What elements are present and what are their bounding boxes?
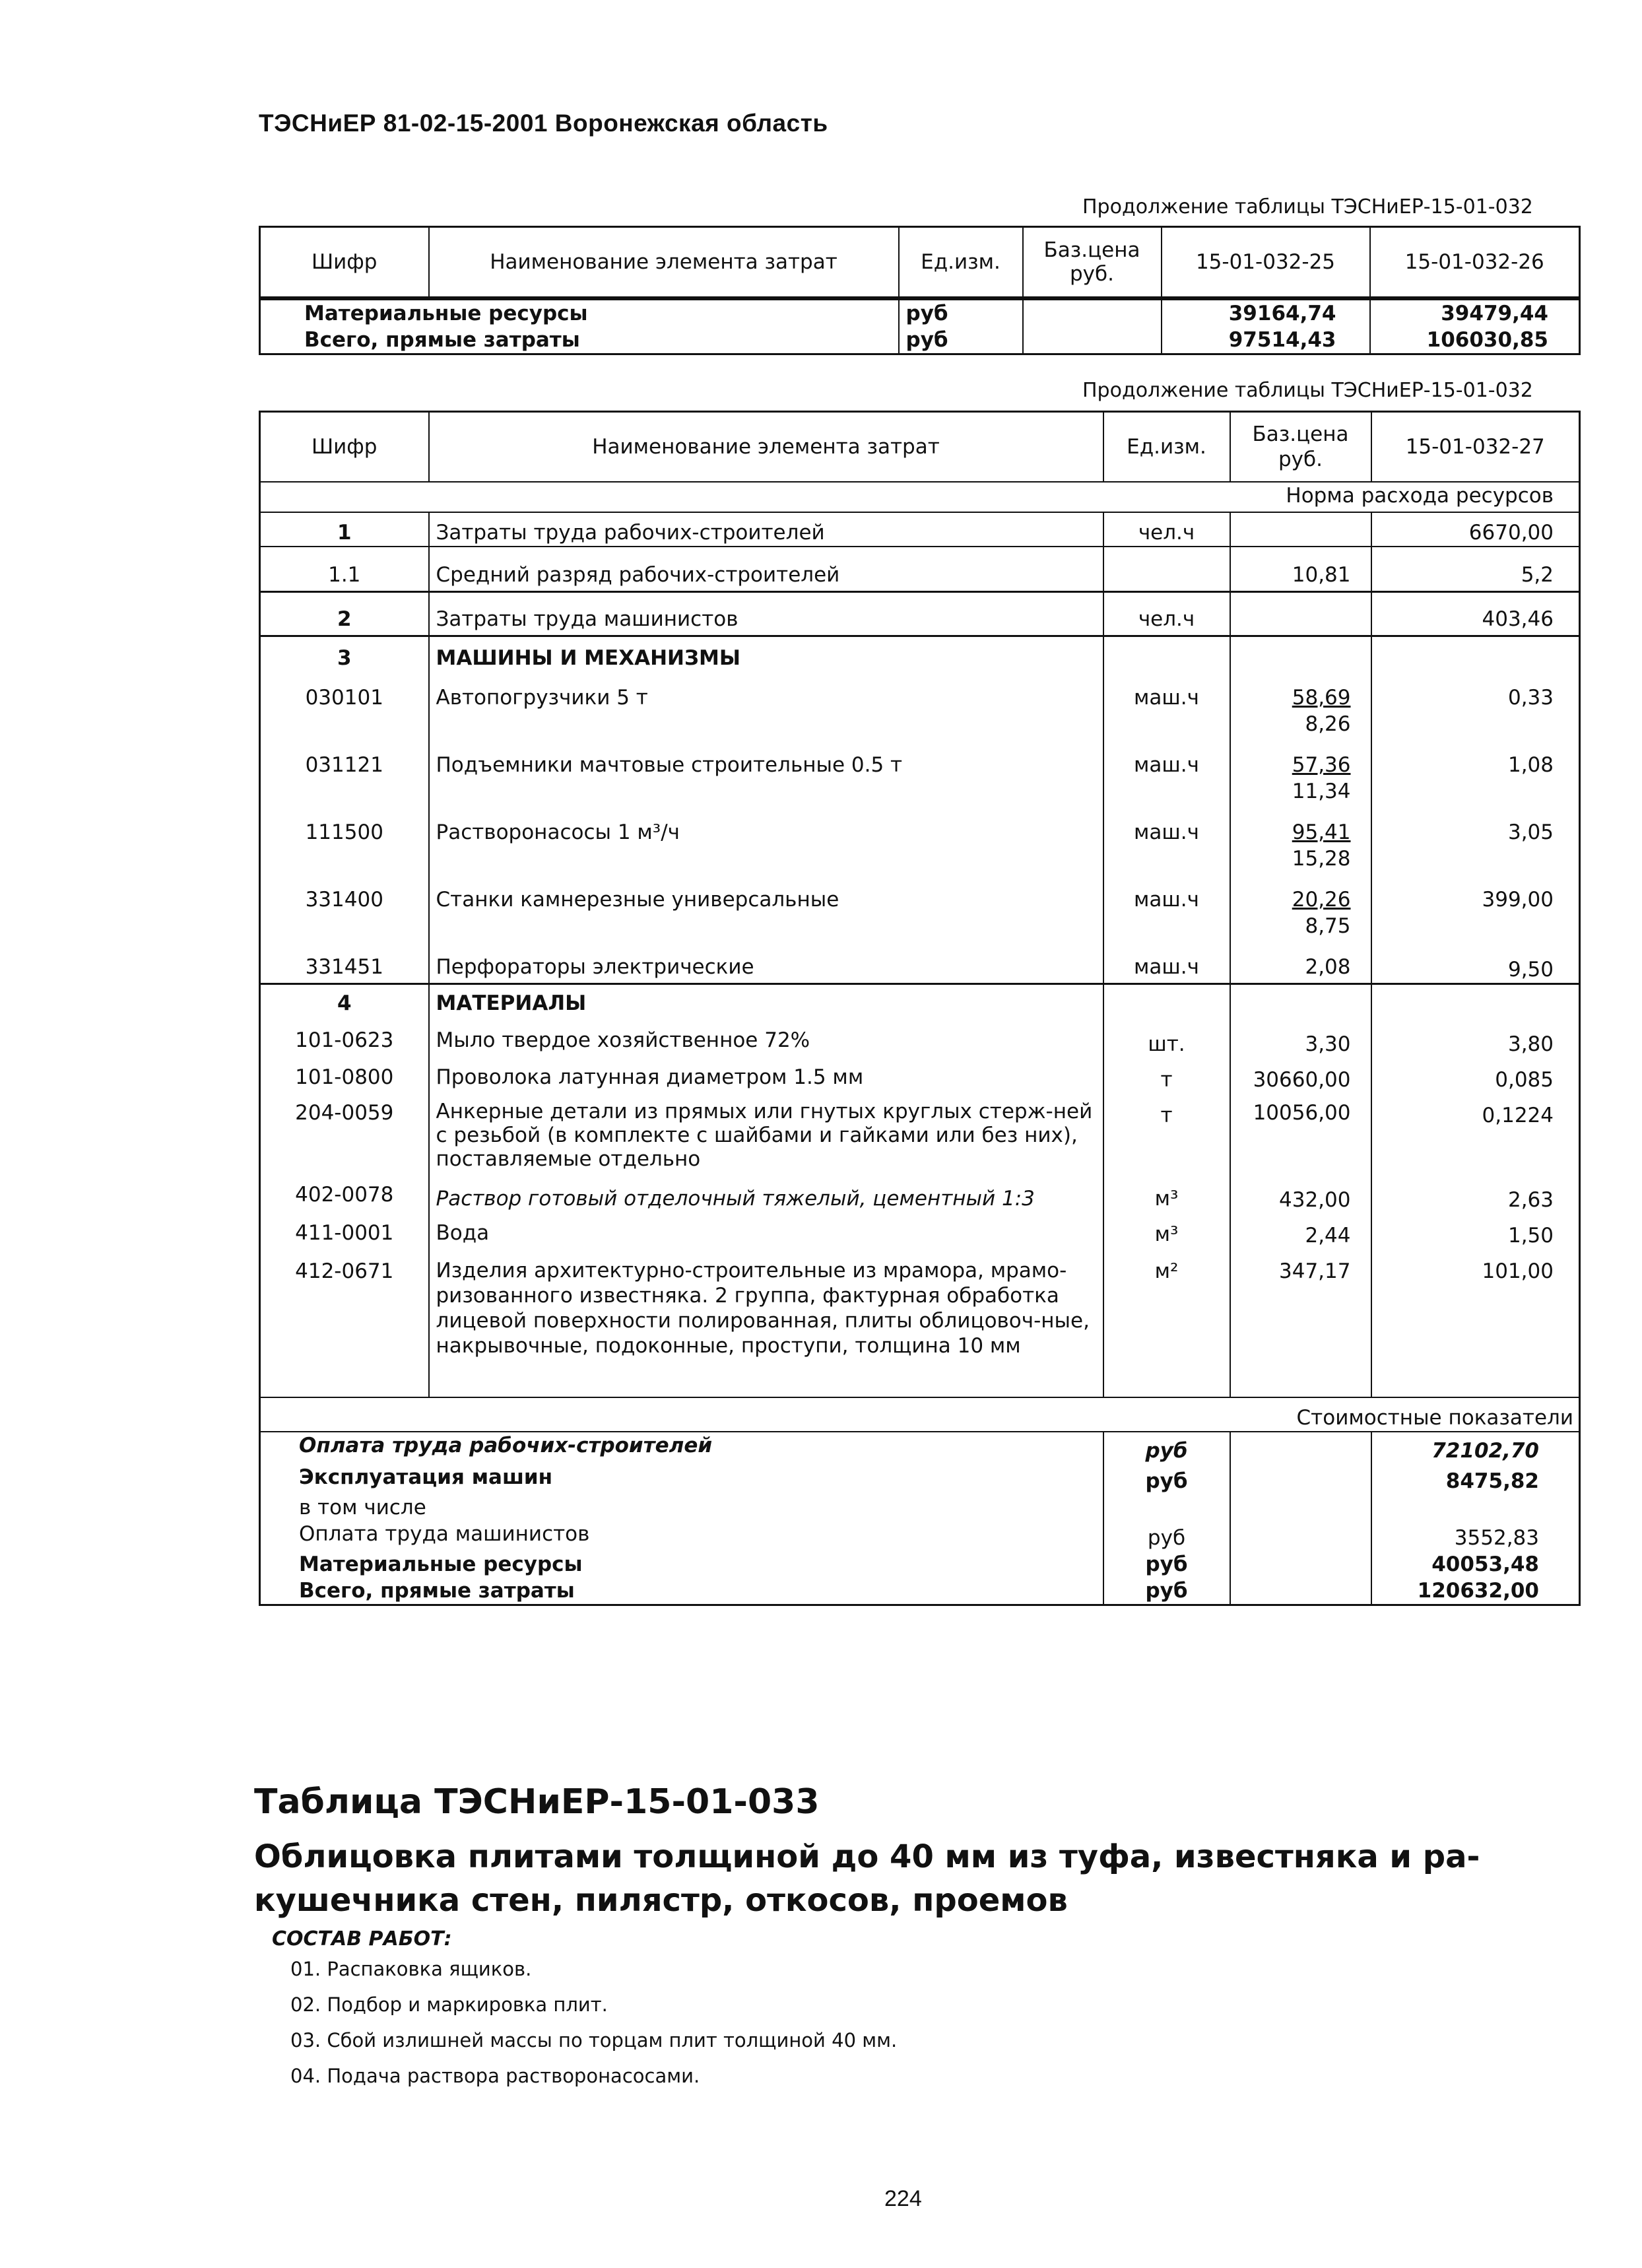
table1-row-price xyxy=(1023,298,1162,327)
table1-row-v2: 106030,85 xyxy=(1426,328,1548,352)
table-row xyxy=(260,805,1580,872)
cost-name: Всего, прямые затраты xyxy=(260,1578,1103,1605)
table-row xyxy=(260,1017,1580,1057)
cost-unit: руб xyxy=(1103,1521,1230,1551)
row-code: 031121 xyxy=(260,737,429,805)
table1-row-v1: 97514,43 xyxy=(1162,327,1370,354)
row-name: Перфораторы электрические xyxy=(429,939,1103,984)
row-unit xyxy=(1103,547,1230,592)
row-code: 1.1 xyxy=(260,547,429,592)
cost-unit: руб xyxy=(1103,1464,1230,1494)
row-code: 101-0623 xyxy=(260,1017,429,1057)
row-name: Раствор готовый отделочный тяжелый, цементный 1:3 xyxy=(429,1178,1103,1213)
table2-norm-label: Норма расхода ресурсов xyxy=(1371,482,1580,512)
row-value: 2,63 xyxy=(1507,1188,1554,1212)
table-row xyxy=(260,984,1580,1017)
table1-row-name: Материальные ресурсы xyxy=(260,298,899,327)
row-name: Вода xyxy=(429,1213,1103,1249)
row-unit: т xyxy=(1103,1057,1230,1093)
row-name: Средний разряд рабочих-строителей xyxy=(429,547,1103,592)
row-value: 1,08 xyxy=(1507,753,1554,777)
row-code: 412-0671 xyxy=(260,1249,429,1397)
row-unit xyxy=(1103,984,1230,1017)
cost-price xyxy=(1230,1494,1371,1521)
table1-row-unit: руб xyxy=(899,327,1023,354)
page-number: 224 xyxy=(884,2186,922,2211)
row-value: 6670,00 xyxy=(1468,521,1554,545)
row-name: Затраты труда машинистов xyxy=(429,592,1103,636)
table1-header-row xyxy=(260,227,1580,299)
row-price xyxy=(1230,592,1371,636)
row-value: 0,33 xyxy=(1507,686,1554,710)
norm-spacer xyxy=(260,482,1371,512)
table-row xyxy=(260,939,1580,984)
row-unit: м² xyxy=(1103,1249,1230,1397)
table1-header-col2: 15-01-032-26 xyxy=(1370,227,1580,299)
work-item: 02. Подбор и маркировка плит. xyxy=(290,1993,608,2016)
table-row xyxy=(260,1213,1580,1249)
row-name: Подъемники мачтовые строительные 0.5 т xyxy=(429,737,1103,805)
row-code: 030101 xyxy=(260,671,429,737)
row-unit: м³ xyxy=(1103,1178,1230,1213)
cost-unit: руб xyxy=(1103,1551,1230,1578)
row-name: Изделия архитектурно-строительные из мрамора, мрамо-ризованного известняка. 2 группа, фактурная обработка лицевой поверхности полированная, плиты облицовоч-ные, накрывочные, подоконные, проступи, толщина 10 мм xyxy=(429,1249,1103,1397)
row-code: 331451 xyxy=(260,939,429,984)
price-operator: 8,75 xyxy=(1305,914,1351,938)
row-price xyxy=(1230,984,1371,1017)
row-price: 2,44 xyxy=(1230,1213,1371,1249)
row-unit: маш.ч xyxy=(1103,872,1230,939)
cost-name: Оплата труда рабочих-строителей xyxy=(260,1432,1103,1464)
cost-name: Оплата труда машинистов xyxy=(260,1521,1103,1551)
price-operator: 11,34 xyxy=(1292,780,1351,803)
table1-continuation: Продолжение таблицы ТЭСНиЕР-15-01-032 xyxy=(1082,195,1533,218)
table1-row-price xyxy=(1023,327,1162,354)
cost-value: 120632,00 xyxy=(1417,1579,1539,1603)
table2-header-col: 15-01-032-27 xyxy=(1371,412,1580,483)
row-price: 347,17 xyxy=(1230,1249,1371,1397)
cost-price xyxy=(1230,1578,1371,1605)
table2-cost-label-row xyxy=(260,1397,1580,1432)
row-unit: маш.ч xyxy=(1103,805,1230,872)
row-name: Растворонасосы 1 м³/ч xyxy=(429,805,1103,872)
price-machine: 95,41 xyxy=(1292,820,1351,844)
table-row xyxy=(260,1578,1580,1605)
row-name: МАТЕРИАЛЫ xyxy=(429,984,1103,1017)
row-name: Затраты труда рабочих-строителей xyxy=(429,512,1103,547)
row-code: 411-0001 xyxy=(260,1213,429,1249)
cost-value: 40053,48 xyxy=(1431,1552,1539,1576)
table2-header-name: Наименование элемента затрат xyxy=(429,412,1103,483)
table-row xyxy=(260,1249,1580,1397)
table-row xyxy=(260,1464,1580,1494)
table1-header-col1: 15-01-032-25 xyxy=(1162,227,1370,299)
row-unit: м³ xyxy=(1103,1213,1230,1249)
row-code: 2 xyxy=(260,592,429,636)
row-price xyxy=(1230,512,1371,547)
cost-value: 8475,82 xyxy=(1445,1469,1539,1493)
row-value: 101,00 xyxy=(1482,1259,1554,1283)
cost-price xyxy=(1230,1551,1371,1578)
row-price xyxy=(1230,636,1371,672)
table2 xyxy=(259,411,1581,1606)
work-item: 01. Распаковка ящиков. xyxy=(290,1958,532,1980)
row-unit: шт. xyxy=(1103,1017,1230,1057)
row-value: 3,05 xyxy=(1507,820,1554,844)
row-name: Станки камнерезные универсальные xyxy=(429,872,1103,939)
cost-unit: руб xyxy=(1103,1432,1230,1464)
table2-norm-row xyxy=(260,482,1580,512)
table2-header-code: Шифр xyxy=(260,412,429,483)
table1-row-v2: 39479,44 xyxy=(1441,302,1548,325)
cost-name: Эксплуатация машин xyxy=(260,1464,1103,1494)
row-price xyxy=(1230,872,1371,939)
table1-header-name: Наименование элемента затрат xyxy=(429,227,899,299)
row-price: 30660,00 xyxy=(1230,1057,1371,1093)
works-label: СОСТАВ РАБОТ: xyxy=(272,1927,452,1951)
row-code: 111500 xyxy=(260,805,429,872)
row-price xyxy=(1230,737,1371,805)
table-row xyxy=(260,298,1580,327)
row-price: 10,81 xyxy=(1230,547,1371,592)
table2-continuation: Продолжение таблицы ТЭСНиЕР-15-01-032 xyxy=(1082,379,1533,402)
cost-name: Материальные ресурсы xyxy=(260,1551,1103,1578)
row-unit: маш.ч xyxy=(1103,939,1230,984)
row-name: Автопогрузчики 5 т xyxy=(429,671,1103,737)
row-unit: т xyxy=(1103,1093,1230,1178)
row-unit: чел.ч xyxy=(1103,592,1230,636)
work-item: 03. Сбой излишней массы по торцам плит толщиной 40 мм. xyxy=(290,2029,898,2051)
row-value xyxy=(1371,636,1580,672)
row-price: 10056,00 xyxy=(1230,1093,1371,1178)
table1-header-price: Баз.цена руб. xyxy=(1023,227,1162,299)
price-machine: 57,36 xyxy=(1292,753,1351,777)
price-machine: 58,69 xyxy=(1292,686,1351,710)
row-unit xyxy=(1103,636,1230,672)
row-value: 399,00 xyxy=(1482,888,1554,912)
table-row xyxy=(260,671,1580,737)
row-name: Мыло твердое хозяйственное 72% xyxy=(429,1017,1103,1057)
section-title: Таблица ТЭСНиЕР-15-01-033 xyxy=(254,1782,820,1822)
row-code: 204-0059 xyxy=(260,1093,429,1178)
table-row xyxy=(260,737,1580,805)
row-value xyxy=(1371,984,1580,1017)
table-row xyxy=(260,1432,1580,1464)
row-code: 3 xyxy=(260,636,429,672)
table1-row-name: Всего, прямые затраты xyxy=(260,327,899,354)
cost-price xyxy=(1230,1464,1371,1494)
row-price: 432,00 xyxy=(1230,1178,1371,1213)
row-name: МАШИНЫ И МЕХАНИЗМЫ xyxy=(429,636,1103,672)
table-row xyxy=(260,327,1580,354)
cost-price xyxy=(1230,1521,1371,1551)
table1 xyxy=(259,226,1581,355)
table2-cost-label: Стоимостные показатели xyxy=(1371,1397,1580,1432)
cost-price xyxy=(1230,1432,1371,1464)
row-code: 101-0800 xyxy=(260,1057,429,1093)
table-row xyxy=(260,1178,1580,1213)
table1-header-unit: Ед.изм. xyxy=(899,227,1023,299)
table-row xyxy=(260,872,1580,939)
row-value: 1,50 xyxy=(1507,1224,1554,1248)
row-value: 0,1224 xyxy=(1482,1104,1554,1127)
price-operator: 8,26 xyxy=(1305,712,1351,736)
page-header: ТЭСНиЕР 81-02-15-2001 Воронежская область xyxy=(259,110,828,137)
row-unit: чел.ч xyxy=(1103,512,1230,547)
table-row xyxy=(260,1521,1580,1551)
row-unit: маш.ч xyxy=(1103,671,1230,737)
cost-value: 72102,70 xyxy=(1431,1439,1539,1463)
row-code: 331400 xyxy=(260,872,429,939)
table1-row-v1: 39164,74 xyxy=(1162,298,1370,327)
table2-header-price: Баз.цена руб. xyxy=(1230,412,1371,483)
row-value: 3,80 xyxy=(1507,1032,1554,1056)
table-row xyxy=(260,1494,1580,1521)
row-value: 9,50 xyxy=(1371,939,1580,984)
table-row xyxy=(260,592,1580,636)
cost-value xyxy=(1371,1494,1580,1521)
row-value: 0,085 xyxy=(1495,1068,1554,1092)
table-row xyxy=(260,1551,1580,1578)
row-price xyxy=(1230,671,1371,737)
row-unit: маш.ч xyxy=(1103,737,1230,805)
table2-header-unit: Ед.изм. xyxy=(1103,412,1230,483)
row-value: 403,46 xyxy=(1371,592,1580,636)
row-price xyxy=(1230,805,1371,872)
section-subtitle: Облицовка плитами толщиной до 40 мм из туфа, известняка и ра-кушечника стен, пилястр, откосов, проемов xyxy=(254,1838,1480,1919)
cost-value: 3552,83 xyxy=(1454,1526,1539,1550)
table1-header-code: Шифр xyxy=(260,227,429,299)
cost-name: в том числе xyxy=(260,1494,1103,1521)
row-code: 402-0078 xyxy=(260,1178,429,1213)
table1-row-unit: руб xyxy=(899,298,1023,327)
row-price: 2,08 xyxy=(1230,939,1371,984)
cost-unit: руб xyxy=(1103,1578,1230,1605)
table-row xyxy=(260,636,1580,672)
row-value: 5,2 xyxy=(1371,547,1580,592)
row-name: Проволока латунная диаметром 1.5 мм xyxy=(429,1057,1103,1093)
table2-header-row xyxy=(260,412,1580,483)
table-row xyxy=(260,1057,1580,1093)
row-code: 4 xyxy=(260,984,429,1017)
table-row xyxy=(260,547,1580,592)
cost-spacer xyxy=(260,1397,1371,1432)
row-price: 3,30 xyxy=(1230,1017,1371,1057)
work-item: 04. Подача раствора растворонасосами. xyxy=(290,2065,700,2087)
cost-unit xyxy=(1103,1494,1230,1521)
price-operator: 15,28 xyxy=(1292,847,1351,871)
row-code: 1 xyxy=(260,512,429,547)
row-name: Анкерные детали из прямых или гнутых круглых стерж-ней с резьбой (в комплекте с шайбами и гайками или без них), поставляемые отдельно xyxy=(429,1093,1103,1178)
table-row xyxy=(260,512,1580,547)
price-machine: 20,26 xyxy=(1292,888,1351,912)
table-row xyxy=(260,1093,1580,1178)
